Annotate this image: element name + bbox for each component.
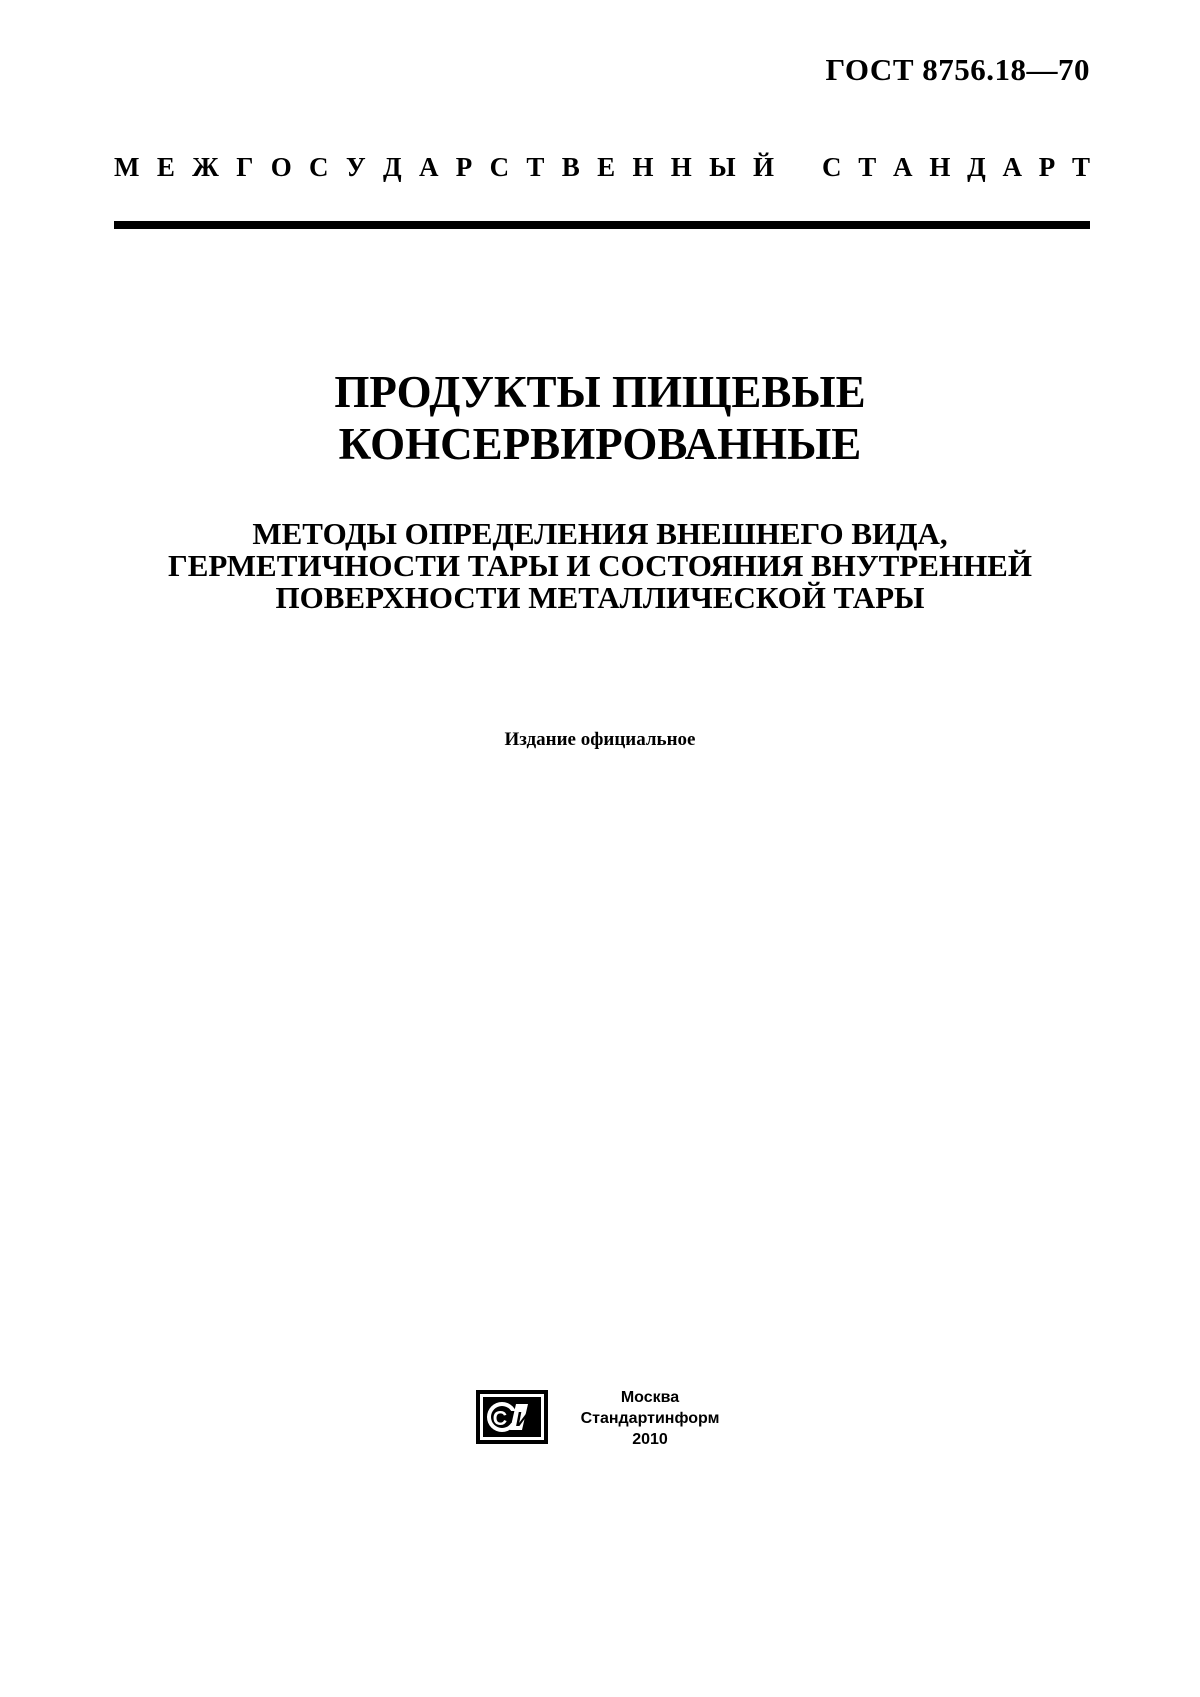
category-letter: Т [858, 152, 877, 182]
header-rule [114, 221, 1090, 229]
category-letter: Т [1071, 152, 1090, 182]
main-title [0, 366, 1200, 470]
category-letter: Г [236, 152, 254, 182]
category-letter: Н [929, 152, 951, 182]
category-letter: С [822, 152, 842, 182]
category-letter: Н [670, 152, 692, 182]
subtitle [0, 518, 1200, 614]
svg-text:И: И [515, 1409, 531, 1431]
subtitle-line: ПОВЕРХНОСТИ МЕТАЛЛИЧЕСКОЙ ТАРЫ [275, 580, 925, 615]
category-letter: С [489, 152, 510, 182]
category-word-interstate [114, 152, 774, 183]
main-title-line: ПРОДУКТЫ ПИЩЕВЫЕ [334, 367, 866, 417]
category-letter: У [345, 152, 366, 182]
svg-text:С: С [492, 1408, 508, 1430]
category-letter: Д [383, 152, 402, 182]
publisher-city: Москва [620, 1389, 680, 1406]
edition-label: Издание официальное [504, 729, 696, 750]
category-letter: С [309, 152, 329, 182]
category-letter: Н [632, 152, 654, 182]
category-letter: А [1002, 152, 1022, 182]
category-letter: Р [455, 152, 473, 182]
category-word-standard [822, 152, 1090, 183]
publisher-block [560, 1387, 740, 1450]
category-letter: Е [156, 152, 175, 182]
standartinform-logo-icon [476, 1390, 548, 1444]
category-letter: А [418, 152, 439, 182]
category-letter: Т [526, 152, 545, 182]
category-letter: О [270, 152, 292, 182]
publisher-name: Стандартинформ [580, 1410, 720, 1427]
category-letter: Ж [192, 152, 219, 182]
category-letter: В [561, 152, 580, 182]
standard-category [114, 152, 1090, 183]
category-letter: М [114, 152, 140, 182]
category-letter: Й [752, 152, 774, 182]
category-letter: Е [597, 152, 616, 182]
category-letter: Ы [709, 152, 736, 182]
category-letter: Д [967, 152, 986, 182]
document-number: ГОСТ 8756.18—70 [825, 52, 1090, 87]
main-title-line: КОНСЕРВИРОВАННЫЕ [338, 419, 862, 469]
category-letter: Р [1038, 152, 1056, 182]
subtitle-line: ГЕРМЕТИЧНОСТИ ТАРЫ И СОСТОЯНИЯ ВНУТРЕННЕЙ [168, 548, 1032, 583]
subtitle-line: МЕТОДЫ ОПРЕДЕЛЕНИЯ ВНЕШНЕГО ВИДА, [252, 516, 948, 551]
publisher-year: 2010 [632, 1431, 668, 1448]
category-letter: А [893, 152, 913, 182]
